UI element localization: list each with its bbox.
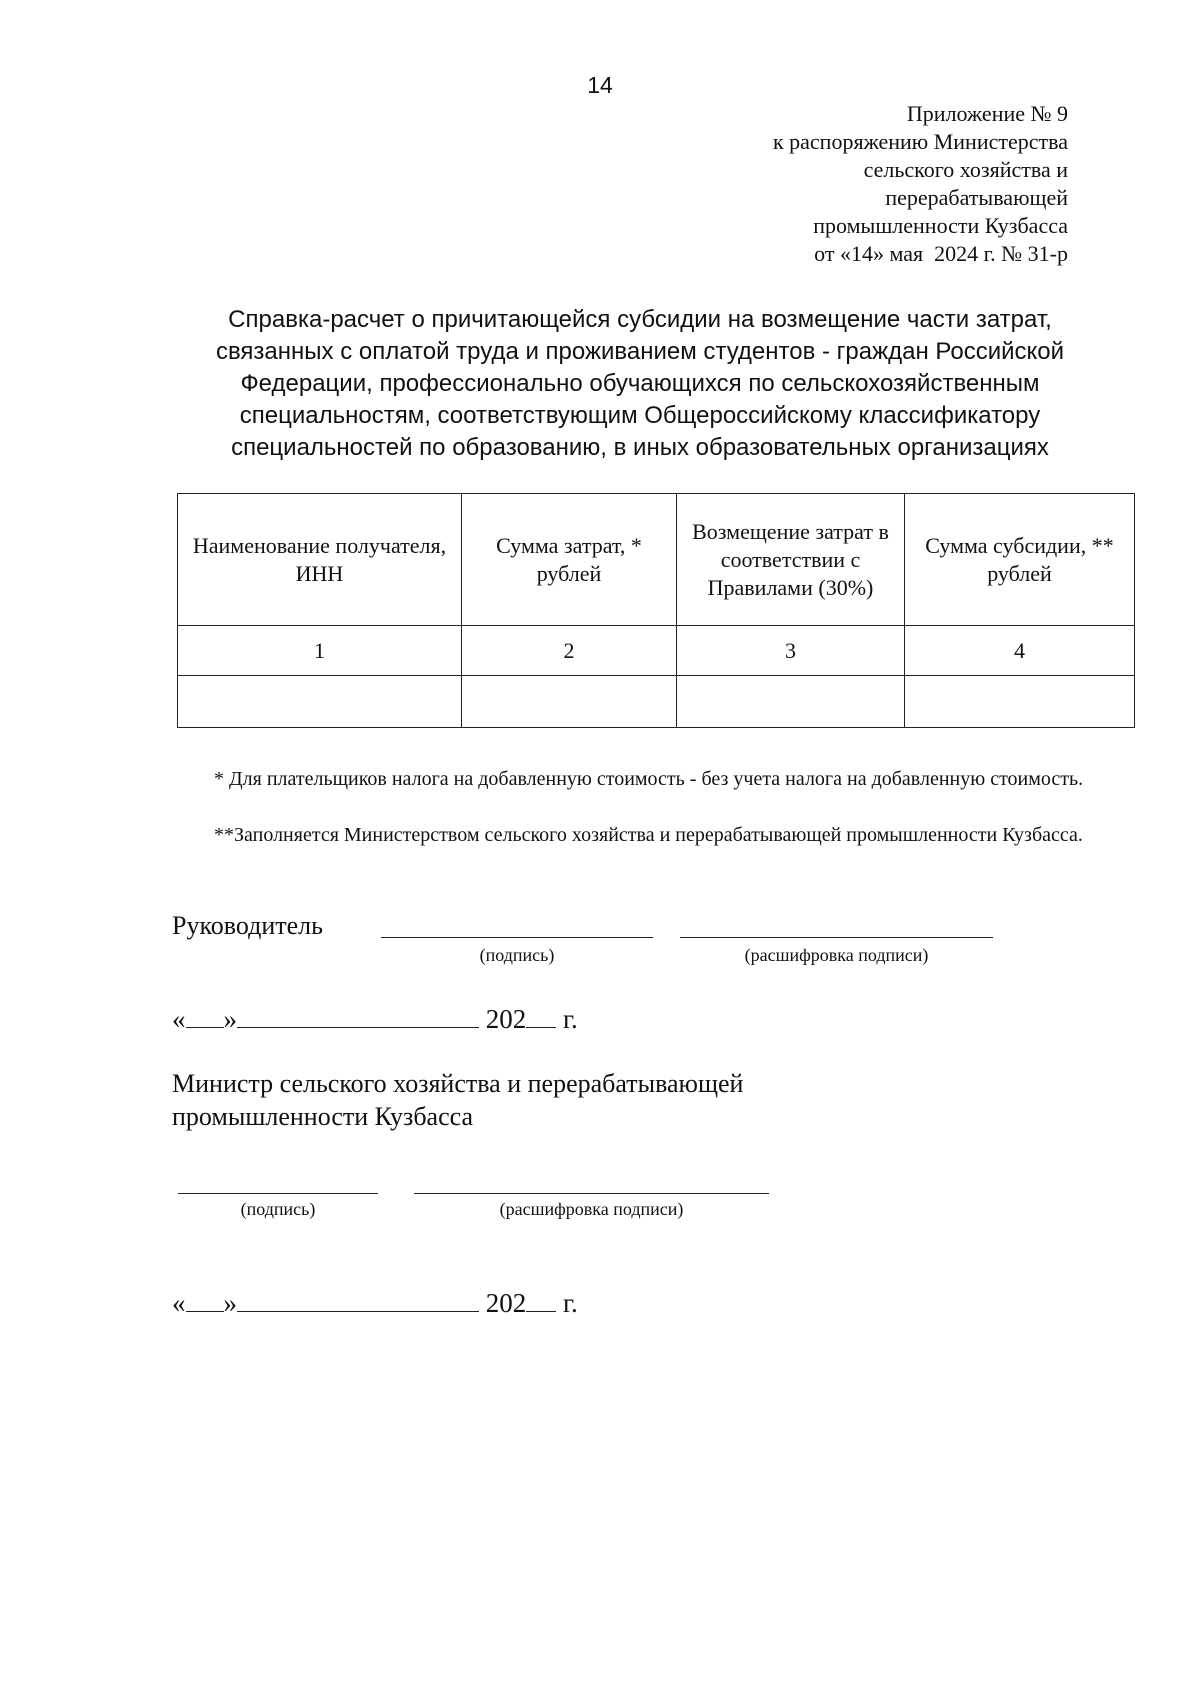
column-number: 3 — [677, 626, 905, 676]
header-costs: Сумма затрат, * рублей — [462, 494, 677, 626]
minister-title-line: Министр сельского хозяйства и перерабатывающей — [172, 1069, 744, 1098]
column-number: 2 — [462, 626, 677, 676]
footnote-vat — [172, 765, 1114, 793]
column-number: 4 — [905, 626, 1135, 676]
head-decoding-caption: (расшифровка подписи) — [744, 945, 929, 965]
minister-date-line[interactable] — [172, 1287, 578, 1319]
year-blank[interactable] — [526, 1287, 556, 1312]
month-blank[interactable] — [237, 1003, 479, 1028]
minister-decoding-caption: (расшифровка подписи) — [499, 1199, 684, 1219]
appendix-line: к распоряжению Министерства — [772, 129, 1068, 154]
table-cell[interactable] — [462, 676, 677, 728]
close-quote: » — [223, 1288, 237, 1318]
minister-decoding-line[interactable] — [414, 1193, 769, 1194]
appendix-line: промышленности Кузбасса — [813, 213, 1068, 238]
appendix-line: Приложение № 9 — [906, 101, 1068, 126]
appendix-line: от «14» мая 2024 г. № 31-р — [814, 241, 1068, 266]
head-signature-line[interactable] — [381, 937, 653, 938]
month-blank[interactable] — [237, 1287, 479, 1312]
header-reimbursement: Возмещение затрат в соответствии с Правилами (30%) — [677, 494, 905, 626]
header-subsidy: Сумма субсидии, ** рублей — [905, 494, 1135, 626]
document-title: Справка-расчет о причитающейся субсидии на возмещение части затрат, связанных с оплатой труда и проживанием студентов - граждан Российской Федерации, профессионально обучающихся по сельскохозяйственным специальностям, соответствующим Общероссийскому классификатору специальностей по образованию, в иных образовательных организациях — [215, 306, 1065, 461]
appendix-header — [773, 100, 1068, 268]
minister-title — [172, 1067, 743, 1133]
open-quote: « — [172, 1288, 186, 1318]
head-label: Руководитель — [172, 911, 323, 940]
table-cell[interactable] — [677, 676, 905, 728]
head-signature-caption: (подпись) — [479, 945, 555, 965]
table-row — [178, 676, 1135, 728]
year-prefix: 202 — [485, 1288, 527, 1318]
head-decoding-line[interactable] — [680, 937, 993, 938]
footnote-vat-text: * Для плательщиков налога на добавленную стоимость - без учета налога на добавленную стоимость. — [214, 768, 1084, 790]
footnote-ministry — [172, 821, 1114, 849]
year-suffix: г. — [563, 1288, 578, 1318]
minister-signature-line[interactable] — [178, 1193, 378, 1194]
close-quote: » — [223, 1004, 237, 1034]
table-cell[interactable] — [905, 676, 1135, 728]
appendix-line: сельского хозяйства и — [863, 157, 1068, 182]
day-blank[interactable] — [186, 1003, 224, 1028]
minister-signature-caption: (подпись) — [240, 1199, 316, 1219]
year-prefix: 202 — [485, 1004, 527, 1034]
header-recipient: Наименование получателя, ИНН — [178, 494, 462, 626]
column-number: 1 — [178, 626, 462, 676]
day-blank[interactable] — [186, 1287, 224, 1312]
head-date-line[interactable] — [172, 1003, 578, 1035]
calculation-table — [177, 493, 1135, 728]
table-header-row — [178, 494, 1135, 626]
year-blank[interactable] — [526, 1003, 556, 1028]
footnote-ministry-text: **Заполняется Министерством сельского хозяйства и перерабатывающей промышленности Кузбасса. — [214, 824, 1083, 846]
table-number-row — [178, 626, 1135, 676]
appendix-line: перерабатывающей — [885, 185, 1068, 210]
minister-title-line: промышленности Кузбасса — [172, 1102, 474, 1131]
open-quote: « — [172, 1004, 186, 1034]
table-cell[interactable] — [178, 676, 462, 728]
year-suffix: г. — [563, 1004, 578, 1034]
page-number: 14 — [587, 72, 613, 98]
